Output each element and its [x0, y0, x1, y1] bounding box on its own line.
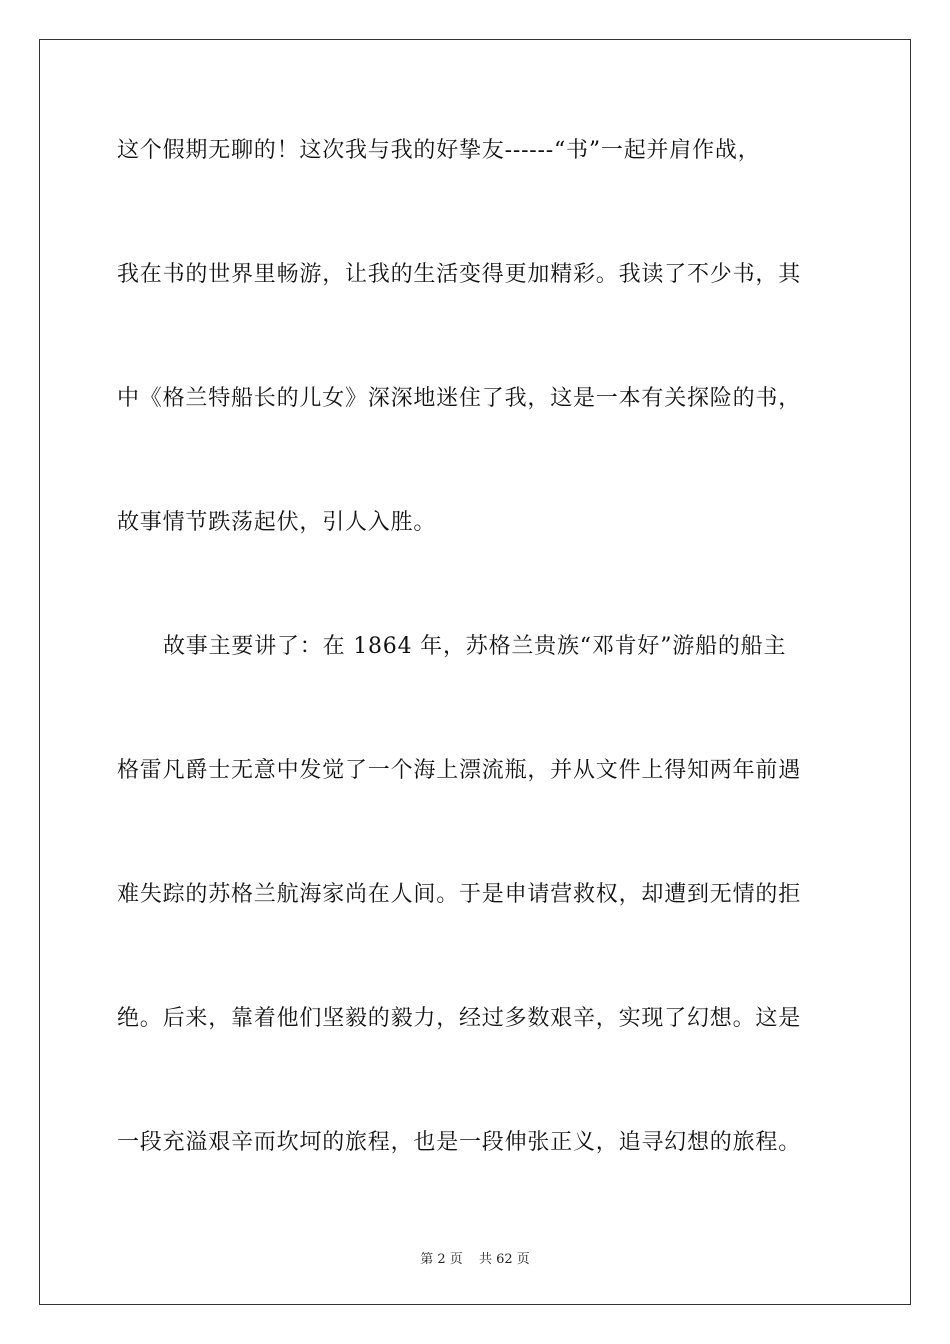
body-line-7: 难失踪的苏格兰航海家尚在人间。于是申请营救权，却遭到无情的拒 — [117, 882, 802, 907]
body-line-5: 故事主要讲了：在 1864 年，苏格兰贵族“邓肯好”游船的船主 — [163, 634, 787, 659]
page-number: 第 2 页 — [420, 1252, 463, 1267]
body-line-1: 这个假期无聊的！这次我与我的好挚友------“书”一起并肩作战， — [117, 138, 761, 163]
body-line-8: 绝。后来，靠着他们坚毅的毅力，经过多数艰辛，实现了幻想。这是 — [117, 1006, 802, 1031]
body-line-2: 我在书的世界里畅游，让我的生活变得更加精彩。我读了不少书，其 — [117, 262, 802, 287]
body-line-6: 格雷凡爵士无意中发觉了一个海上漂流瓶，并从文件上得知两年前遇 — [117, 758, 802, 783]
body-line-3: 中《格兰特船长的儿女》深深地迷住了我，这是一本有关探险的书， — [117, 386, 802, 411]
page-footer — [0, 1248, 950, 1267]
body-line-4: 故事情节跌荡起伏，引人入胜。 — [117, 510, 437, 535]
page-border — [39, 39, 911, 1305]
body-line-9: 一段充溢艰辛而坎坷的旅程，也是一段伸张正义，追寻幻想的旅程。 — [117, 1130, 802, 1155]
total-pages: 共 62 页 — [478, 1252, 530, 1267]
